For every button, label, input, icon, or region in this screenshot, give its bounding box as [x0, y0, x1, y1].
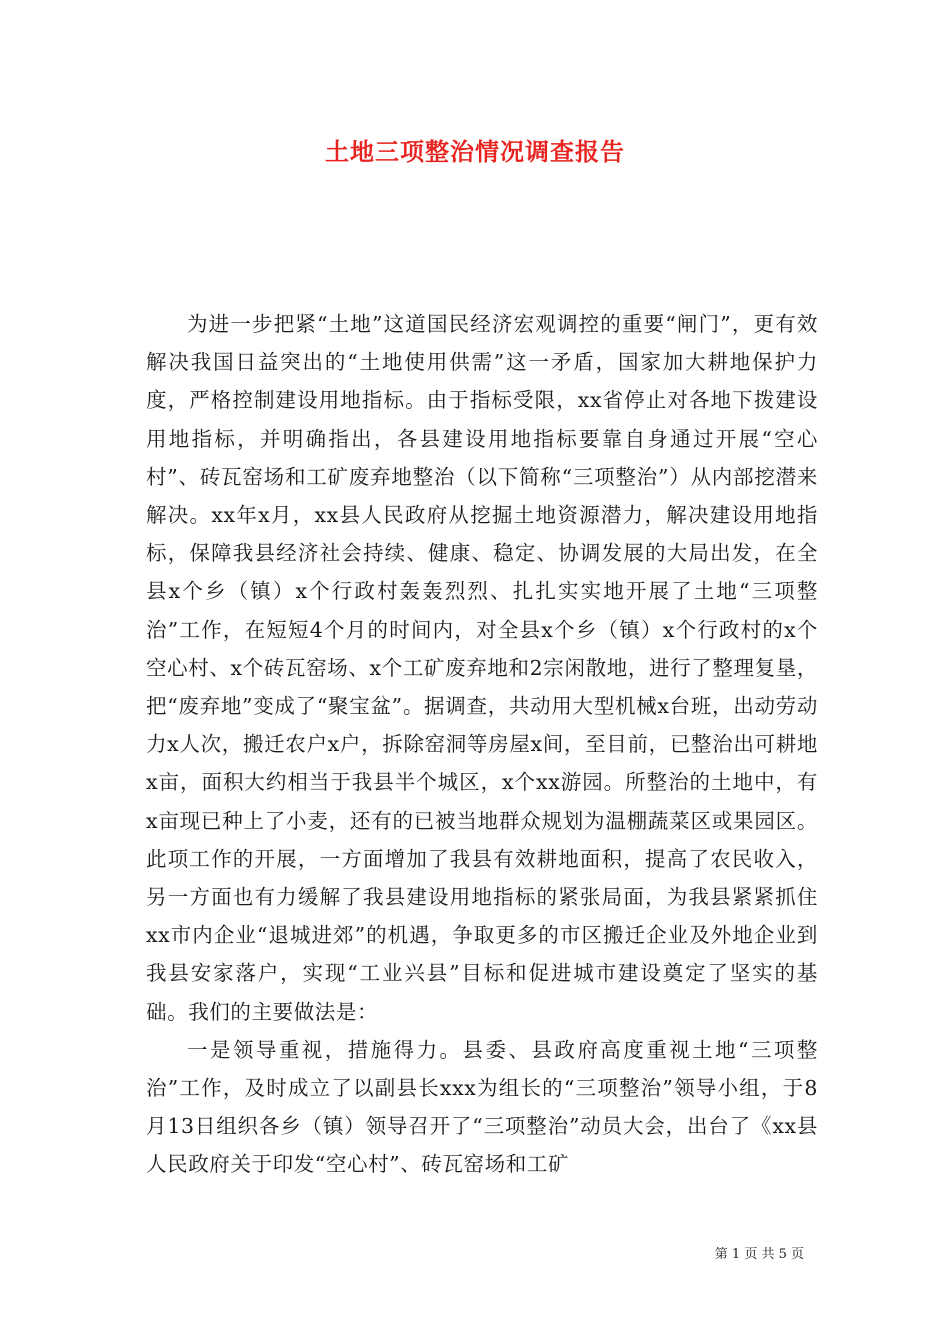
paragraph-point-one: 一是领导重视，措施得力。县委、县政府高度重视土地“三项整治”工作，及时成立了以副县长xxx为组长的“三项整治”领导小组，于8月13日组织各乡（镇）领导召开了“三项整治”动员大会，出台了《xx县人民政府关于印发“空心村”、砖瓦窑场和工矿: [146, 1037, 818, 1177]
document-title: 土地三项整治情况调查报告: [325, 137, 625, 166]
page-number-footer: 第 1 页 共 5 页: [714, 1247, 804, 1262]
document-body: [146, 305, 818, 1184]
paragraph-intro: 为进一步把紧“土地”这道国民经济宏观调控的重要“闸门”，更有效解决我国日益突出的“土地使用供需”这一矛盾，国家加大耕地保护力度，严格控制建设用地指标。由于指标受限，xx省停止对各地下拨建设用地指标，并明确指出，各县建设用地指标要靠自身通过开展“空心村”、砖瓦窑场和工矿废弃地整治（以下简称“三项整治”）从内部挖潜来解决。xx年x月，xx县人民政府从挖掘土地资源潜力，解决建设用地指标，保障我县经济社会持续、健康、稳定、协调发展的大局出发，在全县x个乡（镇）x个行政村轰轰烈烈、扎扎实实地开展了土地“三项整治”工作，在短短4个月的时间内，对全县x个乡（镇）x个行政村的x个空心村、x个砖瓦窑场、x个工矿废弃地和2宗闲散地，进行了整理复垦，把“废弃地”变成了“聚宝盆”。据调查，共动用大型机械x台班，出动劳动力x人次，搬迁农户x户，拆除窑洞等房屋x间，至目前，已整治出可耕地x亩，面积大约相当于我县半个城区，x个xx游园。所整治的土地中，有x亩现已种上了小麦，还有的已被当地群众规划为温棚蔬菜区或果园区。此项工作的开展，一方面增加了我县有效耕地面积，提高了农民收入，另一方面也有力缓解了我县建设用地指标的紧张局面，为我县紧紧抓住xx市内企业“退城进郊”的机遇，争取更多的市区搬迁企业及外地企业到我县安家落户，实现“工业兴县”目标和促进城市建设奠定了坚实的基础。我们的主要做法是：: [146, 312, 818, 1024]
